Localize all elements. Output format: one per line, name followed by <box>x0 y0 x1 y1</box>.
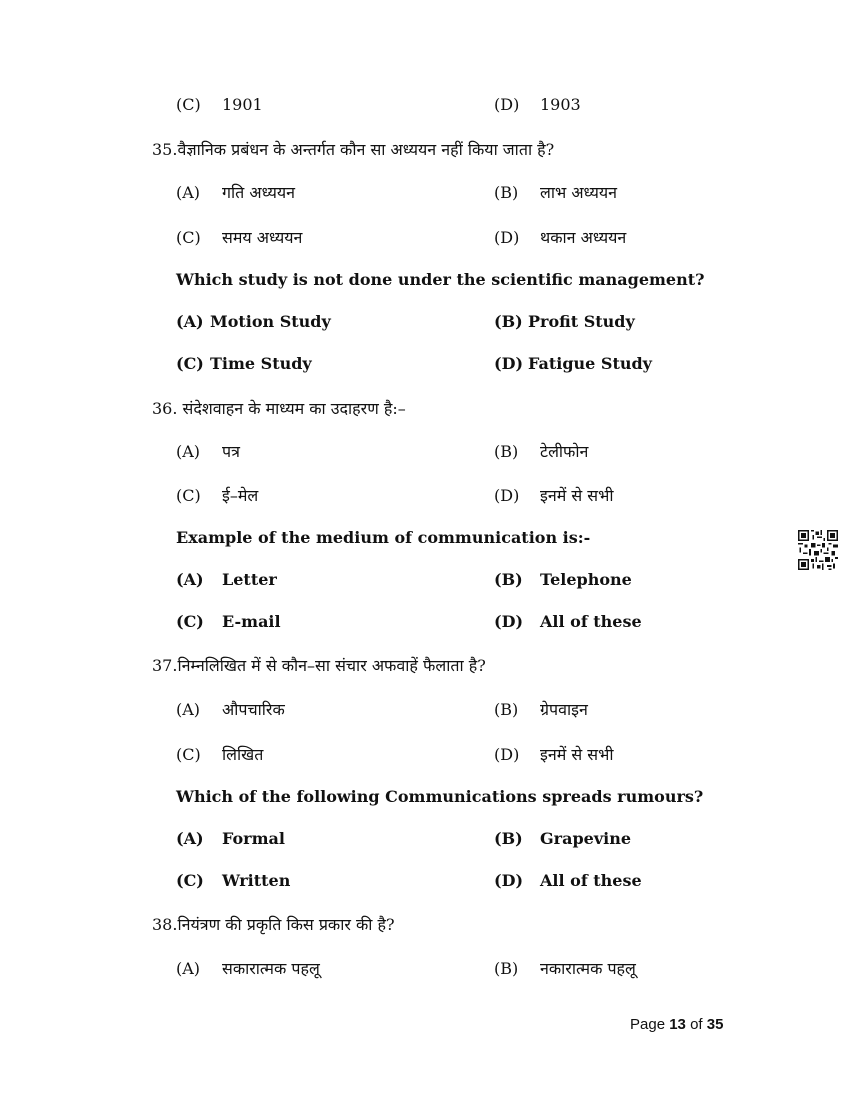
question-35-english: Which study is not done under the scientific management? <box>176 270 705 289</box>
question-37-english: Which of the following Communications spreads rumours? <box>176 787 704 806</box>
option-a: (A) औपचारिक <box>176 700 285 719</box>
option-b: (B) Profit Study <box>494 312 635 331</box>
option-d: (D) थकान अध्ययन <box>494 228 627 247</box>
option-b: (B) लाभ अध्ययन <box>494 183 618 202</box>
option-d: (D) All of these <box>494 871 642 890</box>
option-c: (C) लिखित <box>176 745 264 764</box>
question-36-hindi: 36. संदेशवाहन के माध्यम का उदाहरण है:– <box>152 399 406 418</box>
option-a: (A) गति अध्ययन <box>176 183 296 202</box>
option-b: (B) ग्रेपवाइन <box>494 700 588 719</box>
option-c: (C) E-mail <box>176 612 281 631</box>
option-d: (D) इनमें से सभी <box>494 745 614 764</box>
option-a: (A) पत्र <box>176 442 240 461</box>
option-d: (D) इनमें से सभी <box>494 486 614 505</box>
option-c: (C) ई–मेल <box>176 486 259 505</box>
option-a: (A) Formal <box>176 829 285 848</box>
option-c: (C) 1901 <box>176 95 263 114</box>
option-d: (D) Fatigue Study <box>494 354 652 373</box>
option-a: (A) Motion Study <box>176 312 331 331</box>
option-c: (C) Written <box>176 871 291 890</box>
question-37-hindi: 37.निम्नलिखित में से कौन–सा संचार अफवाहें फैलाता है? <box>152 656 486 675</box>
question-36-english: Example of the medium of communication is:- <box>176 528 591 547</box>
question-38-hindi: 38.नियंत्रण की प्रकृति किस प्रकार की है? <box>152 915 395 934</box>
option-b: (B) टेलीफोन <box>494 442 589 461</box>
option-b: (B) Grapevine <box>494 829 632 848</box>
option-a: (A) सकारात्मक पहलू <box>176 959 320 978</box>
option-c: (C) समय अध्ययन <box>176 228 303 247</box>
page-number: Page 13 of 35 <box>630 1016 724 1033</box>
option-c: (C) Time Study <box>176 354 312 373</box>
qr-code-icon <box>798 530 838 570</box>
option-d: (D) All of these <box>494 612 642 631</box>
option-b: (B) Telephone <box>494 570 632 589</box>
option-b: (B) नकारात्मक पहलू <box>494 959 636 978</box>
question-35-hindi: 35.वैज्ञानिक प्रबंधन के अन्तर्गत कौन सा अध्ययन नहीं किया जाता है? <box>152 140 555 159</box>
option-d: (D) 1903 <box>494 95 581 114</box>
option-a: (A) Letter <box>176 570 277 589</box>
